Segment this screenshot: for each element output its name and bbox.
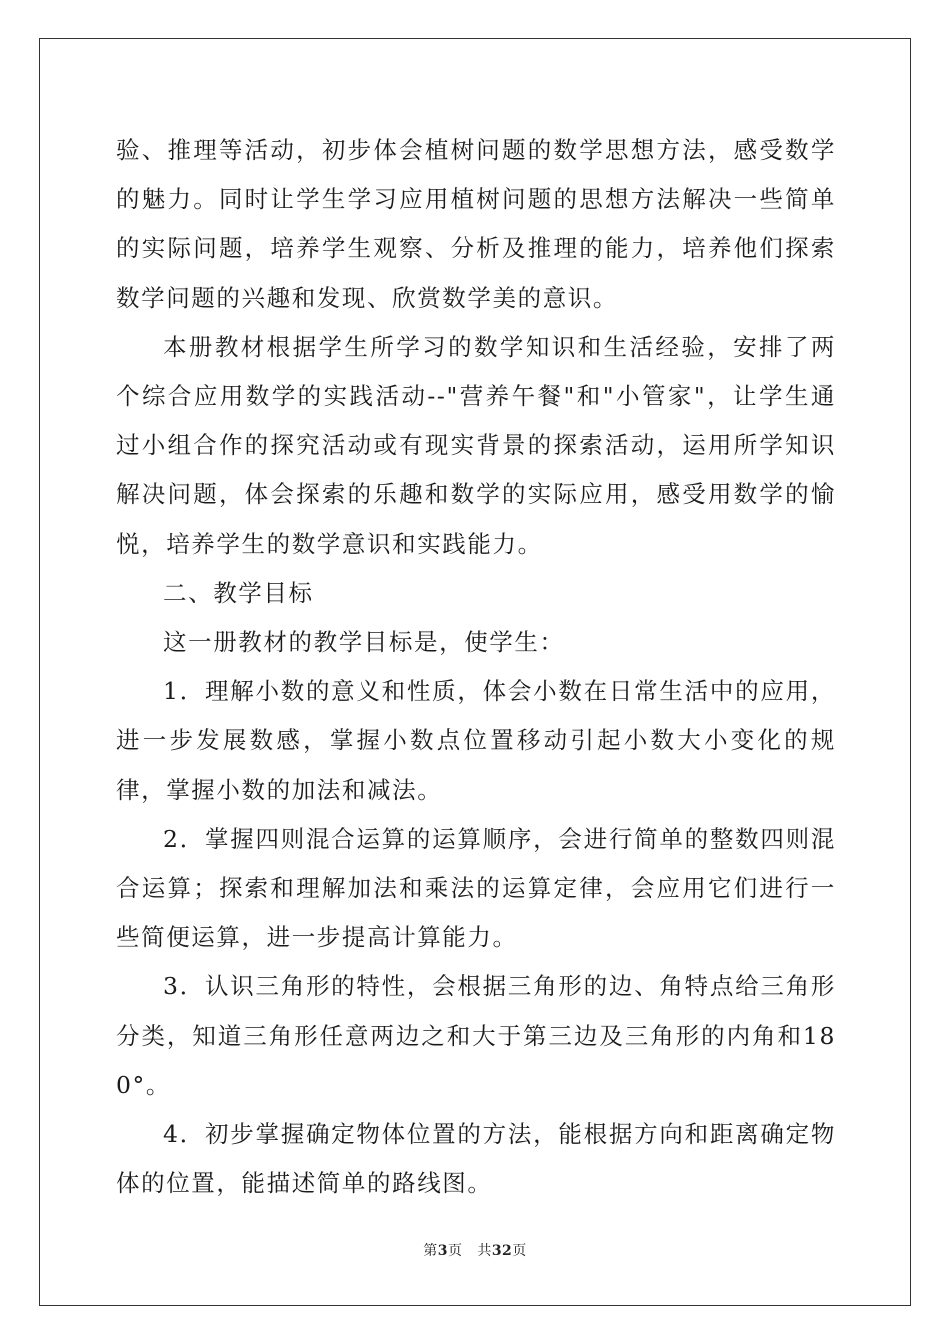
paragraph-continued: 验、推理等活动，初步体会植树问题的数学思想方法，感受数学的魅力。同时让学生学习应用植树问题的思想方法解决一些简单的实际问题，培养学生观察、分析及推理的能力，培养他们探索数学问题的兴趣和发现、欣赏数学美的意识。 <box>116 136 836 312</box>
footer-page-number: 3 <box>437 1243 448 1259</box>
document-body <box>116 126 836 1208</box>
goal-item-2: 2．掌握四则混合运算的运算顺序，会进行简单的整数四则混合运算；探索和理解加法和乘法的运算定律，会应用它们进行一些简便运算，进一步提高计算能力。 <box>116 824 836 952</box>
paragraph-practice-activities: 本册教材根据学生所学习的数学知识和生活经验，安排了两个综合应用数学的实践活动--"营养午餐"和"小管家"，让学生通过小组合作的探究活动或有现实背景的探索活动，运用所学知识解决问题，体会探索的乐趣和数学的实际应用，感受用数学的愉悦，培养学生的数学意识和实践能力。 <box>116 332 836 558</box>
section-heading-teaching-goals: 二、教学目标 <box>163 578 314 607</box>
goal-item-3: 3．认识三角形的特性，会根据三角形的边、角特点给三角形分类，知道三角形任意两边之和大于第三边及三角形的内角和180°。 <box>116 972 836 1099</box>
goal-item-4: 4．初步掌握确定物体位置的方法，能根据方向和距离确定物体的位置，能描述简单的路线图。 <box>116 1120 836 1198</box>
footer-page-prefix: 第 <box>423 1243 438 1259</box>
footer-page-suffix: 页 <box>447 1243 463 1259</box>
footer-total-prefix: 共 <box>477 1243 492 1259</box>
goal-item-1: 1．理解小数的意义和性质，体会小数在日常生活中的应用，进一步发展数感，掌握小数点位置移动引起小数大小变化的规律，掌握小数的加法和减法。 <box>116 677 836 804</box>
footer-total-suffix: 页 <box>512 1243 527 1259</box>
footer-total-pages: 32 <box>491 1243 513 1259</box>
page-footer <box>0 1240 950 1260</box>
paragraph-goals-intro: 这一册教材的教学目标是，使学生： <box>163 628 565 657</box>
